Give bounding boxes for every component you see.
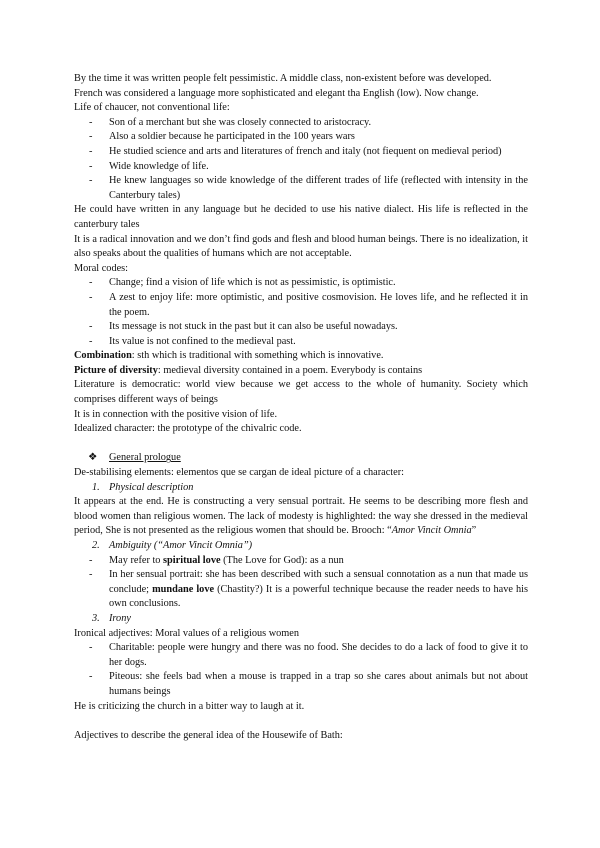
dash-bullet: - — [89, 291, 93, 303]
irony-list — [74, 641, 528, 699]
dash-bullet: - — [89, 145, 93, 157]
dash-bullet: - — [89, 175, 93, 187]
paragraph: He is criticizing the church in a bitter way to laugh at it. — [74, 700, 305, 712]
life-list — [74, 116, 528, 204]
dash-bullet: - — [89, 554, 93, 566]
dash-bullet: - — [89, 671, 93, 683]
list-item: - A zest to enjoy life: more optimistic, and positive cosmovision. He loves life, and he reflected it in the poem. — [89, 291, 528, 318]
list-item: - May refer to spiritual love (The Love for God): as a nun — [74, 554, 528, 569]
paragraph: Adjectives to describe the general idea of the Housewife of Bath: — [74, 729, 343, 741]
dash-bullet: - — [89, 116, 93, 128]
paragraph: He could have written in any language but he decided to use his native dialect. His life is reflected in the canterbury tales — [74, 204, 528, 230]
paragraph: Idealized character: the prototype of the chivalric code. — [74, 423, 302, 435]
paragraph: Life of chaucer, not conventional life: — [74, 102, 230, 114]
paragraph: It is a radical innovation and we don’t find gods and flesh and blood human beings. There is no idealization, it also speaks about the qualities of humans which are not acceptable. — [74, 233, 528, 260]
list-item: - Change; find a vision of life which is not as pessimistic, is optimistic. — [74, 276, 528, 291]
list-item: - He knew languages so wide knowledge of the different trades of life (reflected with intensity in the Canterbury tales) — [89, 175, 528, 201]
numbered-item: 1. Physical description — [92, 481, 194, 493]
document-page — [74, 72, 528, 743]
numbered-item: 2. Ambiguity (“Amor Vincit Omnia”) — [92, 540, 253, 551]
list-item: - Wide knowledge of life. — [74, 160, 528, 175]
paragraph: Picture of diversity: medieval diversity contained in a poem. Everybody is contains — [74, 364, 423, 376]
paragraph: Ironical adjectives: Moral values of a religious women — [74, 627, 300, 639]
diamond-bullet-icon: ❖ — [88, 452, 98, 464]
ambiguity-list — [74, 554, 528, 612]
spacer — [74, 714, 528, 729]
paragraph: Literature is democratic: world view because we get access to the whole of humanity. Society which comprises different ways of beings — [74, 379, 528, 406]
list-item: - Its message is not stuck in the past but it can also be useful nowadays. — [74, 320, 528, 335]
dash-bullet: - — [89, 321, 93, 333]
section-heading: ❖ General prologue — [74, 451, 528, 466]
list-item: - Charitable: people were hungry and there was no food. She decides to do a lack of food to give it to her dogs. — [89, 642, 528, 668]
numbered-item: 3. Irony — [92, 612, 131, 624]
dash-bullet: - — [89, 642, 93, 654]
paragraph: De-stabilising elements: elementos que se cargan de ideal picture of a character: — [74, 467, 405, 479]
list-item: - He studied science and arts and literatures of french and italy (not fiequent on medieval period) — [74, 145, 528, 160]
dash-bullet: - — [89, 131, 93, 143]
paragraph: Moral codes: — [74, 262, 129, 274]
paragraph: By the time it was written people felt pessimistic. A middle class, non-existent before was developed. — [74, 73, 492, 84]
paragraph: French was considered a language more sophisticated and elegant tha English (low). Now change. — [74, 87, 479, 99]
list-item: - Son of a merchant but she was closely connected to aristocracy. — [74, 116, 528, 131]
dash-bullet: - — [89, 569, 93, 581]
list-item: - Piteous: she feels bad when a mouse is trapped in a trap so she cares about animals but not about humans beings — [89, 671, 528, 697]
moral-list — [74, 276, 528, 349]
paragraph: It is in connection with the positive vision of life. — [74, 408, 278, 420]
paragraph: It appears at the end. He is constructing a very sensual portrait. He seems to be describing more flesh and blood women than religious women. The lack of modesty is highlighted: the way she dressed in the medieval period, She is not presented as the religious women that should be. Brooch: “Amor Vincit Omnia” — [74, 496, 528, 537]
paragraph: Combination: sth which is traditional with something which is innovative. — [74, 350, 384, 362]
dash-bullet: - — [89, 277, 93, 289]
dash-bullet: - — [89, 335, 93, 347]
list-item: - Also a soldier because he participated in the 100 years wars — [74, 130, 528, 145]
spacer — [74, 437, 528, 452]
list-item: - In her sensual portrait: she has been described with such a sensual connotation as a nun that made us conclude; mundane love (Chastity?) It is a powerful technique because the reader needs to have his own conclusions. — [89, 569, 528, 610]
list-item: - Its value is not confined to the medieval past. — [74, 335, 528, 350]
dash-bullet: - — [89, 160, 93, 172]
